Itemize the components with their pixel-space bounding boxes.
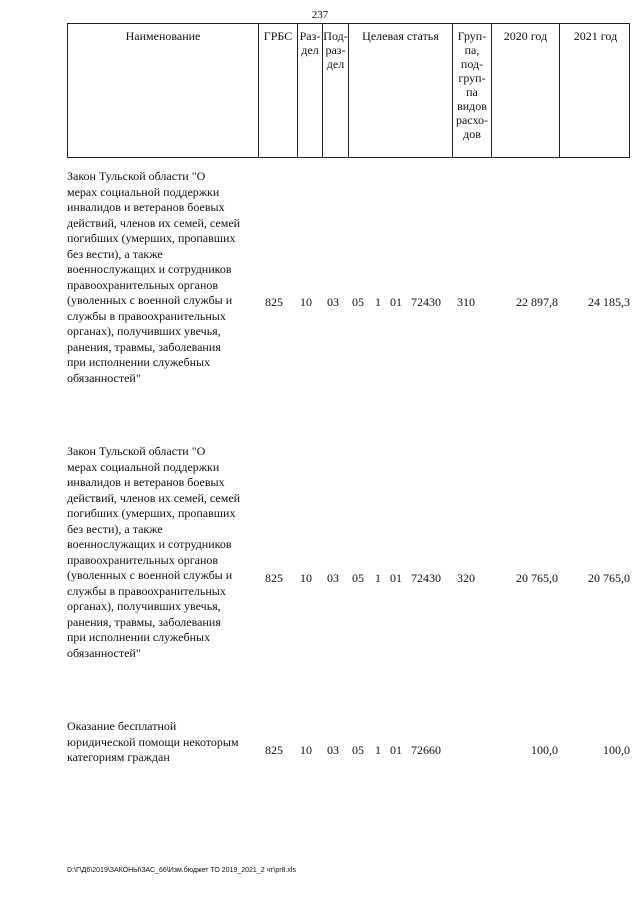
table-row	[67, 169, 630, 401]
row-grbs: 825	[265, 295, 283, 309]
row-2020: 20 765,0	[516, 571, 558, 585]
row-name: Оказание бесплатной юридической помощи некоторым категориям граждан	[67, 719, 239, 764]
row-2021: 24 185,3	[588, 295, 630, 309]
header-name: Наименование	[125, 29, 201, 43]
header-podrazdel: Под- раз- дел	[322, 24, 348, 157]
row-2020: 100,0	[531, 743, 558, 757]
row-podrazdel: 03	[327, 743, 339, 757]
row-ts1: 05	[352, 295, 364, 309]
row-2021: 100,0	[603, 743, 630, 757]
row-ts4: 72430	[411, 571, 441, 585]
table-header	[67, 23, 630, 158]
row-ts2: 1	[375, 743, 381, 757]
header-razdel: Раз- дел	[297, 24, 322, 157]
row-ts3: 01	[390, 571, 402, 585]
row-podrazdel: 03	[327, 295, 339, 309]
row-grbs: 825	[265, 743, 283, 757]
row-razdel: 10	[300, 571, 312, 585]
row-ts2: 1	[375, 571, 381, 585]
row-podrazdel: 03	[327, 571, 339, 585]
header-target: Целевая статья	[348, 24, 452, 157]
row-name: Закон Тульской области "О мерах социальной поддержки инвалидов и ветеранов боевых действий, членов их семей, семей погибших (умерших, пропавших без вести), а также военнослужащих и сотрудников правоохранительных органов (уволенных с военной службы и службы в правоохранительных органах), получивших увечья, ранения, травмы, заболевания при исполнении служебных обязанностей"	[67, 169, 241, 385]
file-path-footer: D:\Г\Д6\2019\ЗАКОНЫ\ЗАС_66\Изм.бюджет ТО 2019_2021_2 чт\pr8.xls	[67, 867, 296, 874]
row-group: 320	[457, 571, 475, 585]
row-2021: 20 765,0	[588, 571, 630, 585]
row-group: 310	[457, 295, 475, 309]
header-group: Груп- па, под- груп- па видов расхо- дов	[452, 24, 491, 157]
row-ts3: 01	[390, 295, 402, 309]
row-ts1: 05	[352, 743, 364, 757]
row-ts4: 72430	[411, 295, 441, 309]
header-2021: 2021 год	[559, 24, 631, 157]
row-2020: 22 897,8	[516, 295, 558, 309]
row-ts2: 1	[375, 295, 381, 309]
row-ts1: 05	[352, 571, 364, 585]
table-row	[67, 444, 630, 676]
row-ts3: 01	[390, 743, 402, 757]
header-2020: 2020 год	[491, 24, 559, 157]
row-grbs: 825	[265, 571, 283, 585]
row-ts4: 72660	[411, 743, 441, 757]
row-name: Закон Тульской области "О мерах социальной поддержки инвалидов и ветеранов боевых действий, членов их семей, семей погибших (умерших, пропавших без вести), а также военнослужащих и сотрудников правоохранительных органов (уволенных с военной службы и службы в правоохранительных органах), получивших увечья, ранения, травмы, заболевания при исполнении служебных обязанностей"	[67, 444, 241, 660]
row-razdel: 10	[300, 743, 312, 757]
row-razdel: 10	[300, 295, 312, 309]
header-grbs: ГРБС	[258, 24, 297, 157]
table-row	[67, 719, 630, 769]
page-number: 237	[311, 9, 329, 21]
